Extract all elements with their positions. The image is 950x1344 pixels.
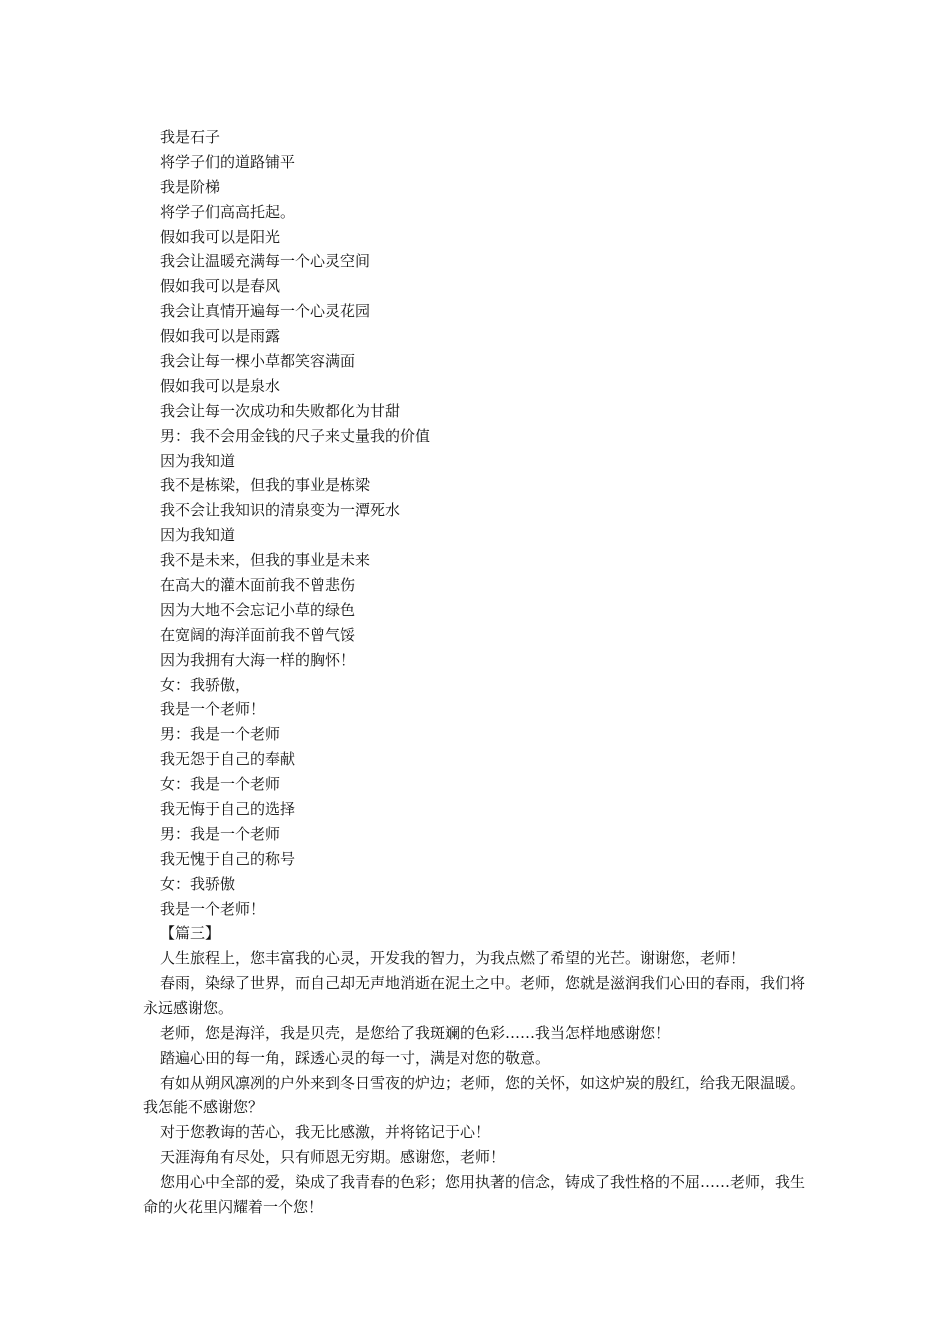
prose-block bbox=[143, 946, 813, 1220]
poem-line: 我不会让我知识的清泉变为一潭死水 bbox=[160, 501, 401, 520]
poem-line: 假如我可以是春风 bbox=[160, 277, 281, 296]
poem-line: 我无怨于自己的奉献 bbox=[160, 750, 296, 769]
paragraph: 天涯海角有尽处，只有师恩无穷期。感谢您，老师！ bbox=[160, 1148, 506, 1167]
paragraph: 人生旅程上，您丰富我的心灵，开发我的智力，为我点燃了希望的光芒。谢谢您，老师！ bbox=[160, 949, 746, 967]
poem-line: 我是阶梯 bbox=[160, 177, 221, 196]
poem-line: 因为我知道 bbox=[160, 451, 236, 470]
poem-line: 男：我是一个老师 bbox=[160, 725, 281, 744]
poem-line: 我无悔于自己的选择 bbox=[160, 800, 296, 819]
poem-line: 假如我可以是雨露 bbox=[160, 327, 281, 346]
poem-line: 将学子们高高托起。 bbox=[160, 202, 296, 221]
poem-line: 因为我知道 bbox=[160, 526, 236, 545]
poem-line: 男：我是一个老师 bbox=[160, 824, 281, 843]
paragraph: 对于您教诲的苦心，我无比感激，并将铭记于心！ bbox=[160, 1123, 491, 1142]
paragraph: 踏遍心田的每一角，踩透心灵的每一寸，满是对您的敬意。 bbox=[160, 1048, 551, 1067]
poem-line: 女：我骄傲 bbox=[160, 874, 236, 893]
poem-line: 假如我可以是阳光 bbox=[160, 227, 281, 246]
poem-line: 我是一个老师！ bbox=[160, 700, 266, 719]
poem-line: 假如我可以是泉水 bbox=[160, 376, 281, 395]
paragraph: 老师，您是海洋，我是贝壳，是您给了我斑斓的色彩……我当怎样地感谢您！ bbox=[160, 1023, 671, 1042]
paragraph: 春雨，染绿了世界，而自己却无声地消逝在泥土之中。老师，您就是滋润我们心田的春雨，我们将永远感谢您。 bbox=[143, 973, 806, 1017]
paragraph: 您用心中全部的爱，染成了我青春的色彩；您用执著的信念，铸成了我性格的不屈……老师，我生命的火花里闪耀着一个您！ bbox=[143, 1173, 806, 1217]
poem-line: 男：我不会用金钱的尺子来丈量我的价值 bbox=[160, 426, 431, 445]
poem-line: 我会让温暖充满每一个心灵空间 bbox=[160, 252, 371, 271]
poem-line: 我是石子 bbox=[160, 128, 221, 146]
poem-line: 在高大的灌木面前我不曾悲伤 bbox=[160, 576, 356, 595]
poem-line: 将学子们的道路铺平 bbox=[160, 152, 296, 171]
poem-line: 我会让每一次成功和失败都化为甘甜 bbox=[160, 401, 401, 420]
poem-block bbox=[160, 125, 820, 922]
poem-line: 我不是栋梁，但我的事业是栋梁 bbox=[160, 476, 371, 495]
poem-line: 我是一个老师！ bbox=[160, 899, 266, 918]
poem-line: 因为我拥有大海一样的胸怀！ bbox=[160, 650, 356, 669]
poem-line: 女：我是一个老师 bbox=[160, 775, 281, 794]
poem-line: 在宽阔的海洋面前我不曾气馁 bbox=[160, 625, 356, 644]
section-heading: 【篇三】 bbox=[160, 924, 221, 942]
poem-line: 女：我骄傲， bbox=[160, 675, 251, 694]
paragraph: 有如从朔风凛冽的户外来到冬日雪夜的炉边；老师，您的关怀，如这炉炭的殷红，给我无限温暖。我怎能不感谢您？ bbox=[143, 1073, 806, 1117]
poem-line: 我无愧于自己的称号 bbox=[160, 849, 296, 868]
poem-line: 我不是未来，但我的事业是未来 bbox=[160, 551, 371, 570]
poem-line: 因为大地不会忘记小草的绿色 bbox=[160, 600, 356, 619]
poem-line: 我会让每一棵小草都笑容满面 bbox=[160, 352, 356, 371]
poem-line: 我会让真情开遍每一个心灵花园 bbox=[160, 302, 371, 321]
